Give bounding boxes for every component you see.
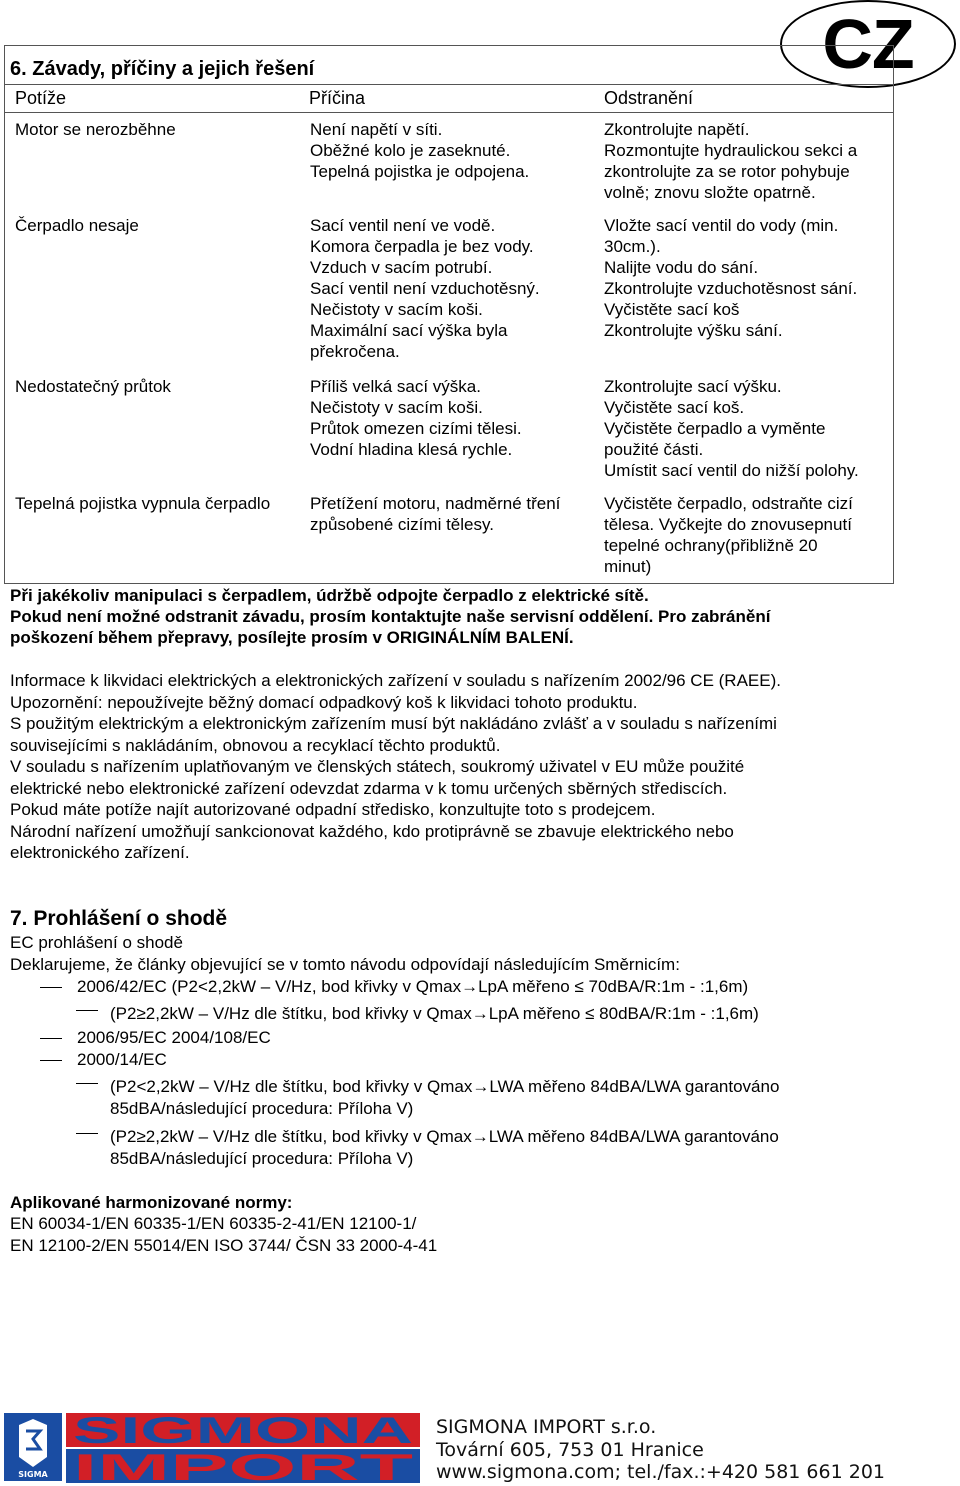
directive-subitem: (P2<2,2kW – V/Hz dle štítku, bod křivky v Qmax→LWA měřeno 84dBA/LWA garantováno xyxy=(110,1077,780,1096)
disposal-line: souvisejícími s nakládáním, obnovou a recyklací těchto produktů. xyxy=(10,735,501,755)
disposal-info xyxy=(10,670,781,864)
norms-line: EN 60034-1/EN 60335-1/EN 60335-2-41/EN 12100-1/ xyxy=(10,1214,417,1233)
table-row-remedy xyxy=(604,376,859,481)
packaging-note: poškození během přepravy, posílejte prosím v ORIGINÁLNÍM BALENÍ. xyxy=(10,628,574,647)
table-row-remedy xyxy=(604,493,853,577)
table-row-remedy xyxy=(604,215,857,341)
list-dash xyxy=(76,1133,98,1134)
declaration-intro: Deklarujeme, že články objevující se v tomto návodu odpovídají následujícím Směrnicím: xyxy=(10,955,680,974)
directive-subitem: (P2≥2,2kW – V/Hz dle štítku, bod křivky v Qmax→LpA měřeno ≤ 80dBA/R:1m - :1,6m) xyxy=(110,1004,759,1023)
cell-line: Vzduch v sacím potrubí. xyxy=(310,258,493,277)
norms-title: Aplikované harmonizované normy: xyxy=(10,1193,293,1212)
sigma-emblem-label: SIGMA xyxy=(18,1470,48,1479)
cell-line: Rozmontujte hydraulickou sekci a xyxy=(604,141,858,160)
cell-line: způsobené cizími tělesy. xyxy=(310,515,494,534)
header-remedy: Odstranění xyxy=(604,88,694,108)
cell-line: Vodní hladina klesá rychle. xyxy=(310,440,513,459)
cell-line: Nečistoty v sacím koši. xyxy=(310,300,483,319)
table-row-remedy xyxy=(604,119,857,203)
cell-line: Umístit sací ventil do nižší polohy. xyxy=(604,461,859,480)
cell-line: minut) xyxy=(604,557,652,576)
cell-line: Tepelná pojistka vypnula čerpadlo xyxy=(15,494,271,513)
safety-note: Při jakékoliv manipulaci s čerpadlem, údržbě odpojte čerpadlo z elektrické sítě. xyxy=(10,586,649,605)
list-dash xyxy=(76,1083,98,1084)
logo-text-top: SIGMONA xyxy=(73,1413,413,1447)
cell-line: Zkontrolujte výšku sání. xyxy=(604,321,783,340)
list-dash xyxy=(40,1060,62,1061)
cell-line: Sací ventil není vzduchotěsný. xyxy=(310,279,540,298)
table-row-problem xyxy=(15,376,171,397)
cell-line: Nečistoty v sacím koši. xyxy=(310,398,483,417)
cell-line: Přetížení motoru, nadměrné tření xyxy=(310,494,561,513)
directive-subitem: (P2≥2,2kW – V/Hz dle štítku, bod křivky v Qmax→LWA měřeno 84dBA/LWA garantováno xyxy=(110,1127,779,1146)
directive-subitem-cont: 85dBA/následující procedura: Příloha V) xyxy=(110,1099,414,1118)
cell-line: Zkontrolujte vzduchotěsnost sání. xyxy=(604,279,858,298)
table-divider xyxy=(4,112,894,113)
cell-line: Komora čerpadla je bez vody. xyxy=(310,237,534,256)
cell-line: Nalijte vodu do sání. xyxy=(604,258,759,277)
table-divider xyxy=(4,84,894,85)
company-contact: www.sigmona.com; tel./fax.:+420 581 661 201 xyxy=(436,1461,886,1483)
section-6-title: 6. Závady, příčiny a jejich řešení xyxy=(10,58,315,80)
cell-line: Není napětí v síti. xyxy=(310,120,443,139)
logo-wordmark-top xyxy=(66,1413,420,1447)
cell-line: Průtok omezen cizími tělesi. xyxy=(310,419,522,438)
cell-line: Motor se nerozběhne xyxy=(15,120,176,139)
cell-line: Zkontrolujte napětí. xyxy=(604,120,750,139)
directive-subitem-cont: 85dBA/následující procedura: Příloha V) xyxy=(110,1149,414,1168)
cell-line: Zkontrolujte sací výšku. xyxy=(604,377,782,396)
cell-line: Tepelná pojistka je odpojena. xyxy=(310,162,530,181)
cell-line: Vyčistěte sací koš xyxy=(604,300,740,319)
list-dash xyxy=(40,1038,62,1039)
cell-line: Vyčistěte čerpadlo, odstraňte cizí xyxy=(604,494,853,513)
cell-line: volně; znovu složte opatrně. xyxy=(604,183,816,202)
cell-line: Maximální sací výška byla xyxy=(310,321,508,340)
table-row-problem xyxy=(15,493,270,514)
directive-item: 2000/14/EC xyxy=(77,1050,167,1069)
company-address: Tovární 605, 753 01 Hranice xyxy=(436,1439,704,1461)
sigma-emblem-icon xyxy=(4,1413,62,1481)
cell-line: Vyčistěte sací koš. xyxy=(604,398,745,417)
language-badge-text: CZ xyxy=(822,5,914,83)
table-row-problem xyxy=(15,215,139,236)
declaration-subtitle: EC prohlášení o shodě xyxy=(10,933,183,952)
cell-line: Vložte sací ventil do vody (min. xyxy=(604,216,839,235)
cell-line: Příliš velká sací výška. xyxy=(310,377,481,396)
table-row-cause xyxy=(310,376,522,460)
cell-line: zkontrolujte za se rotor pohybuje xyxy=(604,162,850,181)
table-row-cause xyxy=(310,119,529,182)
norms-line: EN 12100-2/EN 55014/EN ISO 3744/ ČSN 33 2000-4-41 xyxy=(10,1236,438,1255)
cell-line: Oběžné kolo je zaseknuté. xyxy=(310,141,511,160)
list-dash xyxy=(76,1010,98,1011)
disposal-line: Upozornění: nepoužívejte běžný domací odpadkový koš k likvidaci tohoto produktu. xyxy=(10,692,638,712)
service-note: Pokud není možné odstranit závadu, prosím kontaktujte naše servisní oddělení. Pro zabránění xyxy=(10,607,771,626)
header-problem: Potíže xyxy=(15,88,67,108)
directive-item: 2006/42/EC (P2<2,2kW – V/Hz, bod křivky v Qmax→LpA měřeno ≤ 70dBA/R:1m - :1,6m) xyxy=(77,977,749,996)
sigma-emblem xyxy=(4,1413,62,1481)
table-row-cause xyxy=(310,215,540,362)
disposal-line: Národní nařízení umožňují sankcionovat každého, kdo protiprávně se zbavuje elektrického nebo xyxy=(10,821,734,841)
disposal-line: V souladu s nařízením uplatňovaným ve členských státech, soukromý uživatel v EU může použité xyxy=(10,757,745,776)
cell-line: Nedostatečný průtok xyxy=(15,377,171,396)
disposal-line: Informace k likvidaci elektrických a elektronických zařízení v souladu s nařízením 2002/96 CE (RAEE). xyxy=(10,671,781,690)
directive-item: 2006/95/EC 2004/108/EC xyxy=(77,1028,271,1047)
section-7-title: 7. Prohlášení o shodě xyxy=(10,907,228,930)
cell-line: tepelné ochrany(přibližně 20 xyxy=(604,536,818,555)
disposal-line: elektrické nebo elektronické zařízení odevzdat zdarma v k tomu určených sběrných střediscích. xyxy=(10,778,728,798)
cell-line: Čerpadlo nesaje xyxy=(15,216,139,235)
table-row-cause xyxy=(310,493,560,535)
cell-line: Vyčistěte čerpadlo a vyměnte xyxy=(604,419,826,438)
disposal-line: Pokud máte potíže najít autorizované odpadní středisko, konzultujte toto s prodejcem. xyxy=(10,800,656,819)
table-row-problem xyxy=(15,119,176,140)
header-cause: Příčina xyxy=(309,88,366,108)
logo-wordmark-bottom xyxy=(66,1449,420,1483)
disposal-line: S použitým elektrickým a elektronickým zařízením musí být nakládáno zvlášť a v souladu s nařízeními xyxy=(10,714,777,733)
cell-line: překročena. xyxy=(310,342,400,361)
cell-line: tělesa. Vyčkejte do znovusepnutí xyxy=(604,515,852,534)
logo-text-bottom: IMPORT xyxy=(73,1449,414,1483)
cell-line: použité části. xyxy=(604,440,704,459)
cell-line: 30cm.). xyxy=(604,237,661,256)
cell-line: Sací ventil není ve vodě. xyxy=(310,216,496,235)
company-name: SIGMONA IMPORT s.r.o. xyxy=(436,1416,657,1438)
list-dash xyxy=(40,987,62,988)
disposal-line: elektronického zařízení. xyxy=(10,843,190,862)
